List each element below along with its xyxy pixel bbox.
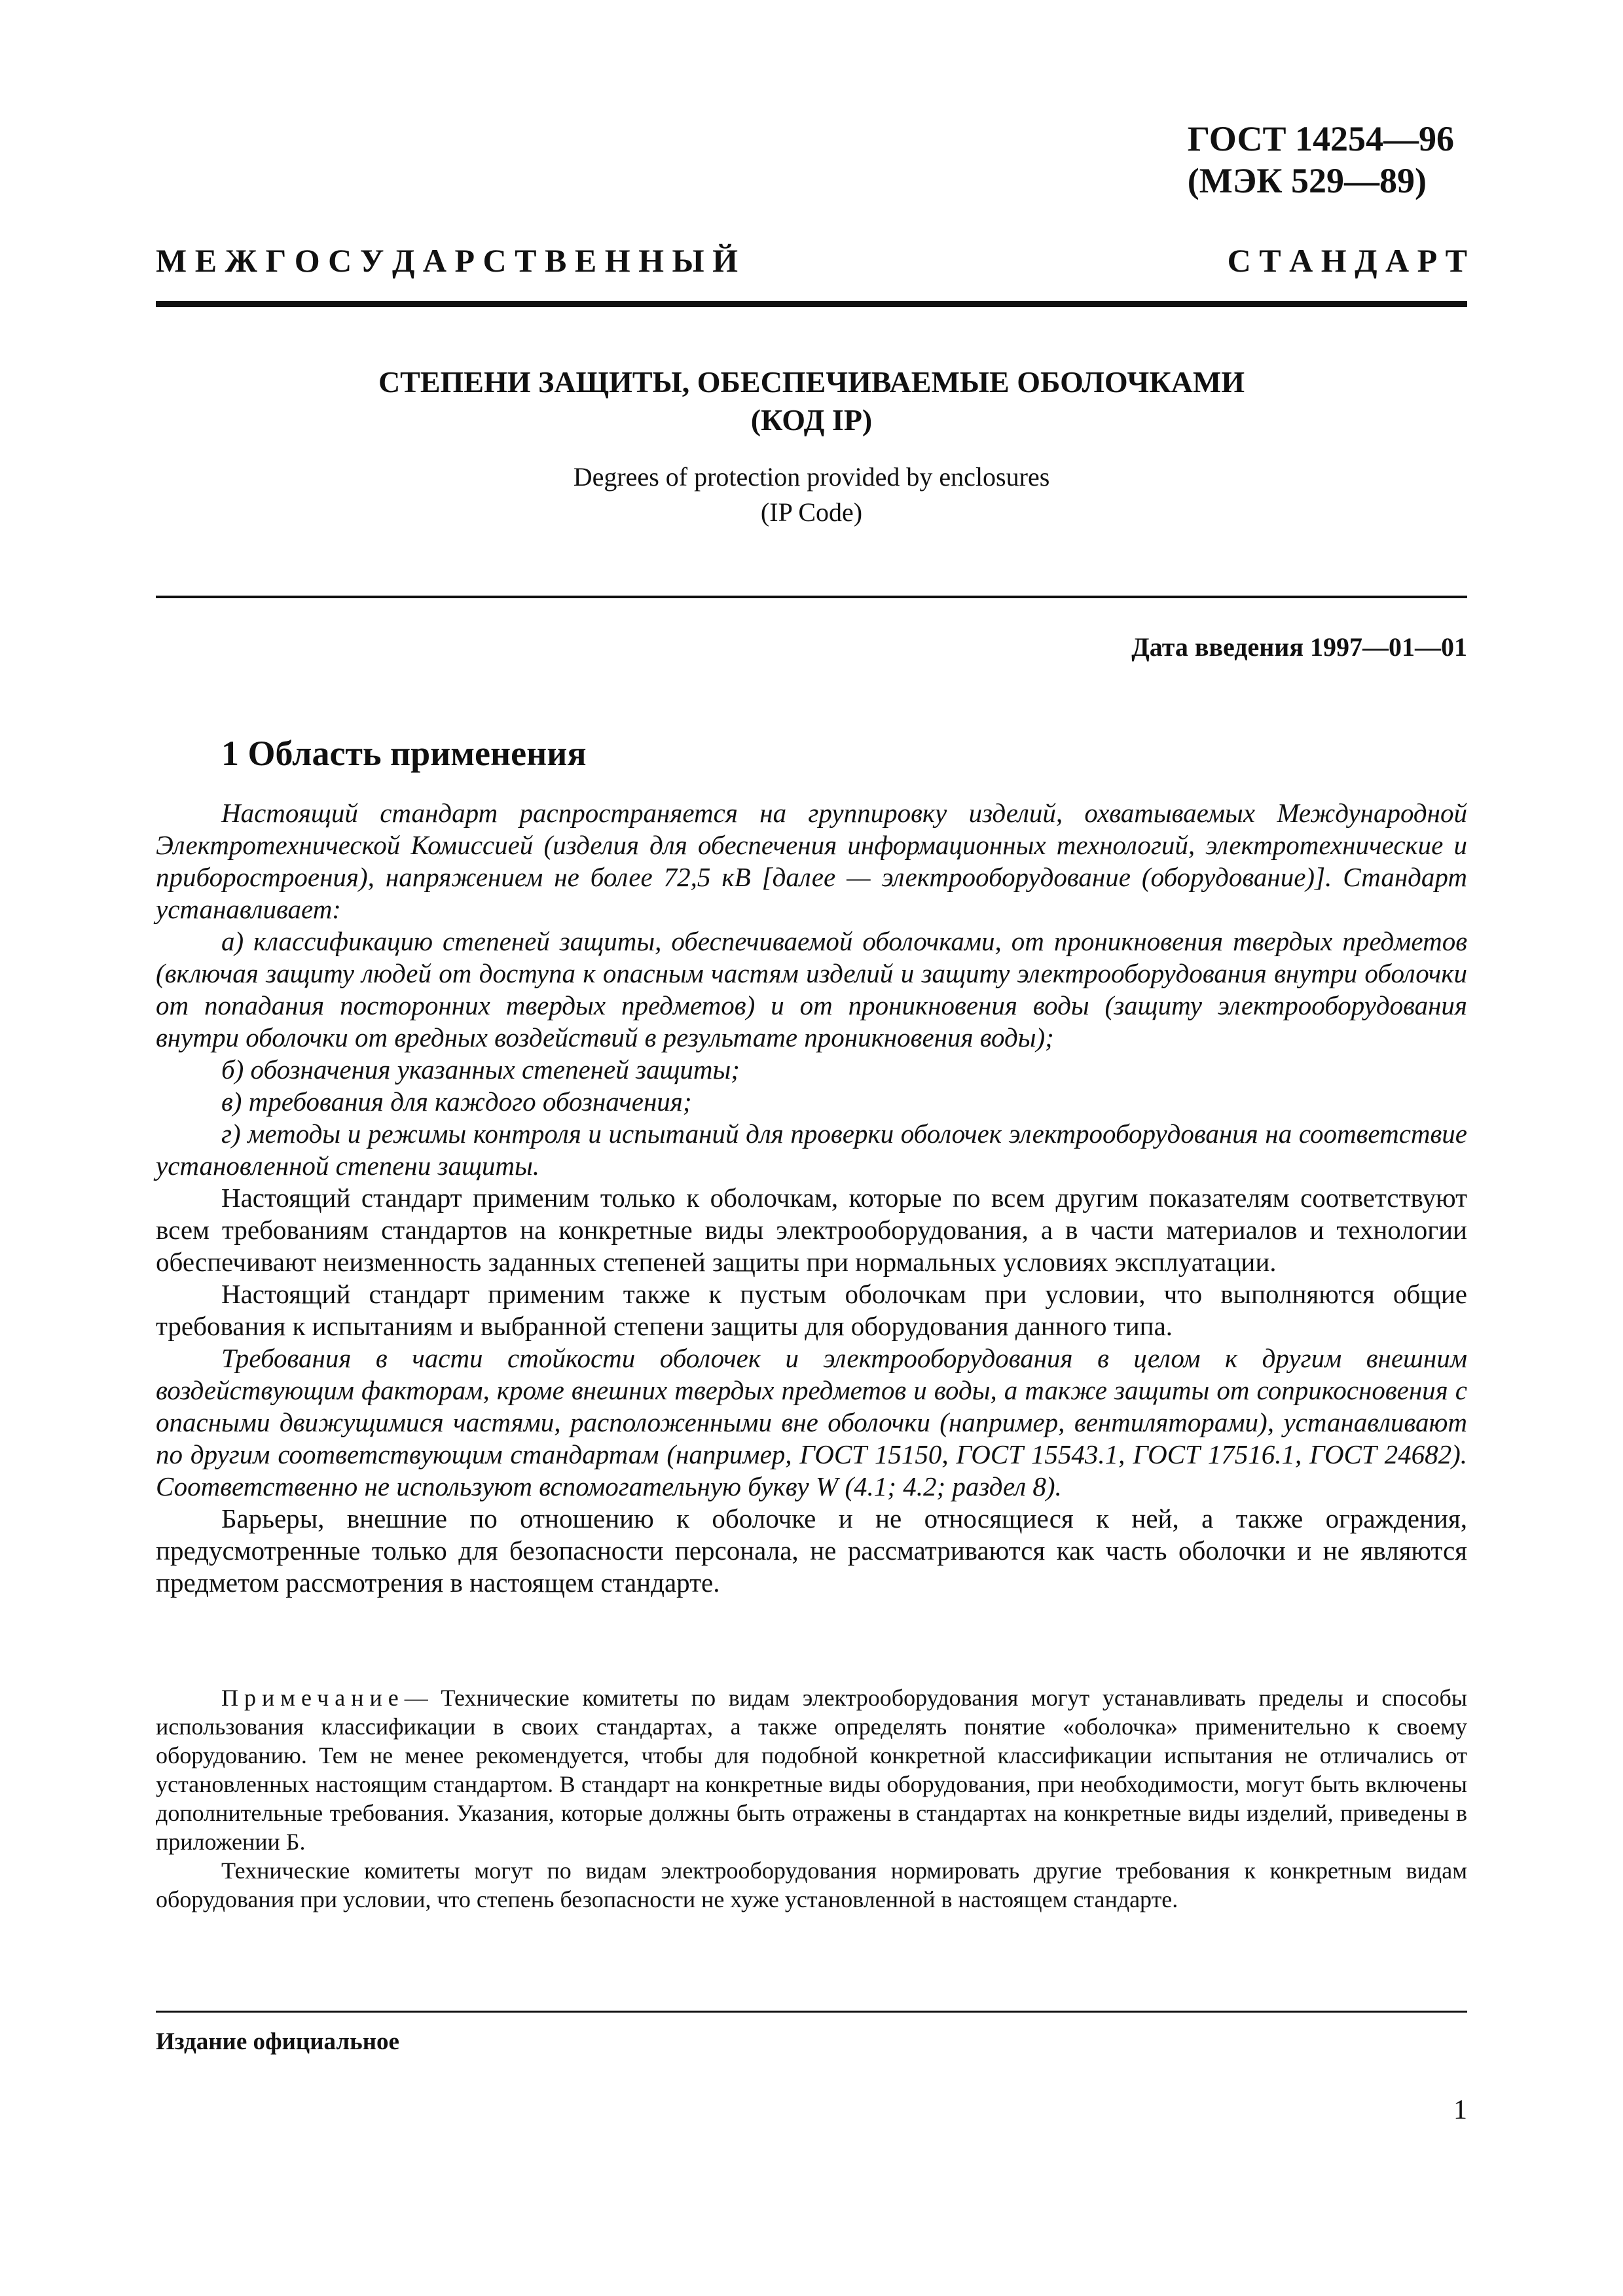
note-paragraph-2: Технические комитеты могут по видам электрооборудования нормировать другие требования к конкретным видам оборудования при условии, что степень безопасности не хуже установленной в настоящем стандарте. [156,1857,1467,1912]
banner-word-2: С Т А Н Д А Р Т [1227,242,1467,279]
iec-number: (МЭК 529—89) [1187,161,1427,200]
header-rule [156,301,1467,307]
scope-list [156,925,1467,1182]
title-line-2: (КОД IP) [750,403,873,437]
english-title-line-2: (IP Code) [760,497,863,527]
gost-number: ГОСТ 14254—96 [1187,119,1454,158]
english-title-line-1: Degrees of protection provided by enclosures [573,462,1050,492]
section-body [156,797,1467,1599]
list-item: б) обозначения указанных степеней защиты; [221,1054,740,1085]
document-number [1188,118,1454,202]
introduction-date: Дата введения 1997—01—01 [1131,632,1467,662]
note-paragraph [156,1683,1467,1856]
english-title [156,459,1467,530]
document-title [156,363,1467,439]
paragraph-applicability: Настоящий стандарт применим только к оболочкам, которые по всем другим показателям соответствуют всем требованиям стандартов на конкретные виды электрооборудования, а в части материалов и технологии обеспечивают неизменность заданных степеней защиты при нормальных условиях эксплуатации. [156,1183,1467,1277]
banner-word-1: М Е Ж Г О С У Д А Р С Т В Е Н Н Ы Й [156,242,738,279]
note-label: Примечание [221,1685,405,1711]
title-line-1: СТЕПЕНИ ЗАЩИТЫ, ОБЕСПЕЧИВАЕМЫЕ ОБОЛОЧКАМИ [378,365,1245,399]
page-number: 1 [1453,2095,1467,2125]
footer-rule [156,2011,1467,2013]
list-item: в) требования для каждого обозначения; [221,1086,692,1117]
list-item: г) методы и режимы контроля и испытаний для проверки оболочек электрооборудования на соответствие установленной степени защиты. [156,1119,1467,1181]
note-block [156,1683,1467,1914]
title-rule [156,596,1467,598]
edition-label: Издание официальное [156,2028,399,2055]
paragraph-other-factors: Требования в части стойкости оболочек и электрооборудования в целом к другим внешним воздействующим факторам, кроме внешних твердых предметов и воды, а также защиты от соприкосновения с опасными движущимися частями, расположенными вне оболочки (например, вентиляторами), устанавливают по другим соответствующим стандартам (например, ГОСТ 15150, ГОСТ 15543.1, ГОСТ 17516.1, ГОСТ 24682). Соответственно не используют вспомогательную букву W (4.1; 4.2; раздел 8). [156,1343,1467,1501]
list-item: а) классификацию степеней защиты, обеспечиваемой оболочками, от проникновения твердых предметов (включая защиту людей от доступа к опасным частям изделий и защиту электрооборудования внутри оболочки от попадания посторонних твердых предметов) и от проникновения воды (защиту электрооборудования внутри оболочки от вредных воздействий в результате проникновения воды); [156,926,1467,1052]
paragraph-scope: Настоящий стандарт распространяется на группировку изделий, охватываемых Международной Электротехнической Комиссией (изделия для обеспечения информационных технологий, электротехнические и приборостроения), напряжением не более 72,5 кВ [далее — электрооборудование (оборудование)]. Стандарт устанавливает: [156,798,1467,924]
section-heading: 1 Область применения [221,734,587,773]
note-text: — Технические комитеты по видам электрооборудования могут устанавливать пределы и способы использования классификации в своих стандартах, а также определять понятие «оболочка» применительно к своему оборудованию. Тем не менее рекомендуется, чтобы для подобной конкретной классификации испытания не отличались от установленных настоящим стандартом. В стандарт на конкретные виды оборудования, при необходимости, могут быть включены дополнительные требования. Указания, которые должны быть отражены в стандартах на конкретные виды изделий, приведены в приложении Б. [156,1685,1467,1855]
paragraph-barriers: Барьеры, внешние по отношению к оболочке и не относящиеся к ней, а также ограждения, предусмотренные только для безопасности персонала, не рассматриваются как часть оболочки и не являются предметом рассмотрения в настоящем стандарте. [156,1503,1467,1598]
standard-banner [156,241,1467,280]
paragraph-empty-enclosures: Настоящий стандарт применим также к пустым оболочкам при условии, что выполняются общие требования к испытаниям и выбранной степени защиты для оборудования данного типа. [156,1279,1467,1341]
